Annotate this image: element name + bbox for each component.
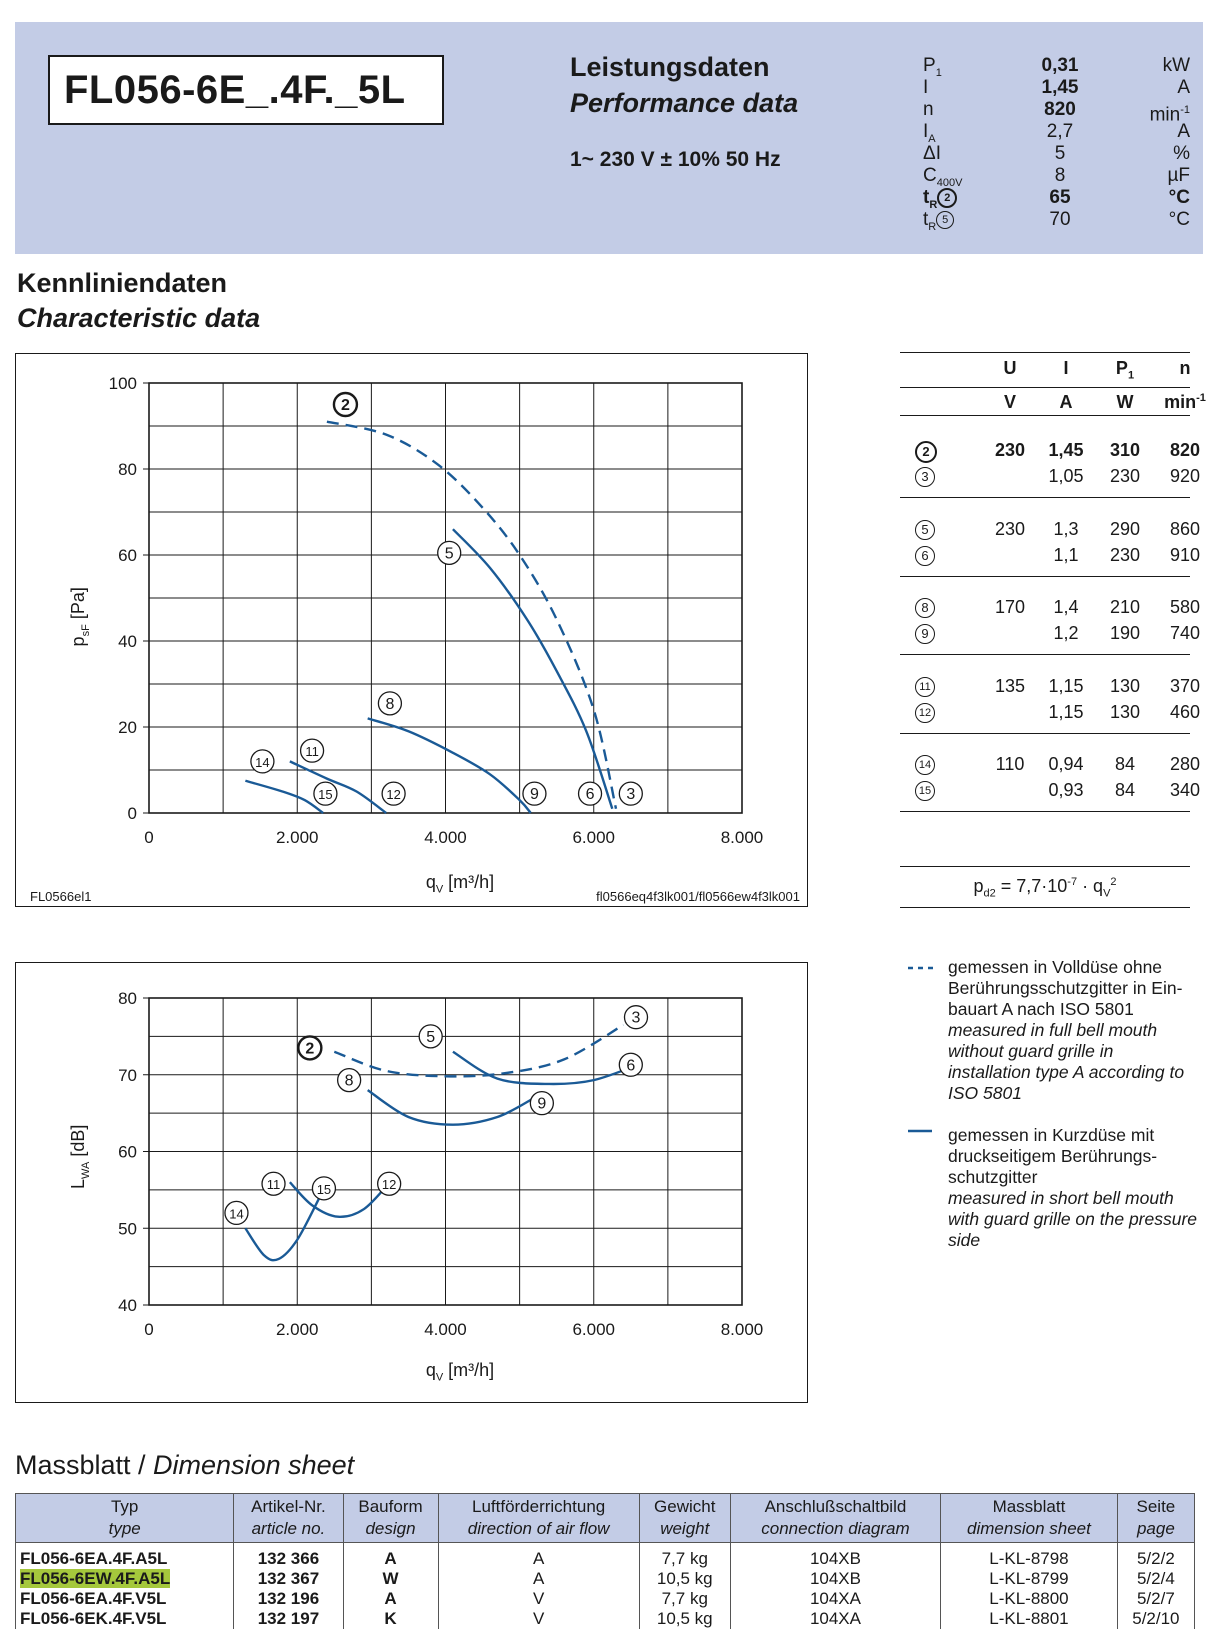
curve-label-12 xyxy=(382,782,405,805)
table-cell-P: 230 xyxy=(1109,544,1141,565)
table-cell-n: 460 xyxy=(1169,701,1201,722)
table-cell: 104XB xyxy=(730,1543,940,1570)
table-cell-n: 910 xyxy=(1169,544,1201,565)
table-cell-U: 135 xyxy=(994,675,1026,696)
curve-label-9 xyxy=(523,782,546,805)
dimension-title: Massblatt / Dimension sheet xyxy=(15,1450,355,1480)
legend-solid-swatch xyxy=(907,1125,937,1137)
column-header: Typ type xyxy=(16,1494,234,1543)
table-cell: A xyxy=(438,1543,639,1570)
formula: $p_{d2} = 7,7\cdot 10^{-7} \cdot q_V^2$ xyxy=(973,876,1117,900)
table-cell-P: 210 xyxy=(1109,597,1141,617)
curve-label-15 xyxy=(314,782,337,805)
table-cell: 132 367 xyxy=(234,1569,343,1589)
table-rule xyxy=(900,497,1190,498)
table-cell-U: 170 xyxy=(994,597,1026,617)
spec-symbol: I xyxy=(923,77,929,98)
curve-label-text: 12 xyxy=(381,1177,397,1193)
table-cell-P: 130 xyxy=(1109,675,1141,696)
column-header: Luftförderrichtung direction of air flow xyxy=(438,1494,639,1543)
table-cell: A xyxy=(343,1543,438,1570)
table-cell-I: 1,1 xyxy=(1053,544,1079,565)
table-cell: W xyxy=(343,1569,438,1589)
legend-dashed xyxy=(948,957,1198,1104)
table-cell: 10,5 kg xyxy=(639,1609,730,1629)
curve-label-3 xyxy=(625,1006,648,1029)
curve-label-2 xyxy=(298,1036,321,1059)
table-cell-I: 0,94 xyxy=(1048,754,1084,774)
column-header: Gewicht weight xyxy=(639,1494,730,1543)
legend-dashed-en: measured in full bell mouth without guard grille in installation type A according to ISO 5801 xyxy=(948,1020,1185,1103)
table-cell: 132 197 xyxy=(234,1609,343,1629)
spec-symbol: ΔI xyxy=(923,143,941,164)
table-cell: 7,7 kg xyxy=(639,1543,730,1570)
table-cell-P: 290 xyxy=(1109,518,1141,539)
table-cell-I: 1,15 xyxy=(1048,675,1084,696)
spec-value: 5 xyxy=(1054,143,1066,164)
table-cell-I: 1,45 xyxy=(1048,440,1084,460)
table-rule xyxy=(900,907,1190,908)
table-row xyxy=(16,1609,1195,1629)
table-unit: A xyxy=(1059,392,1073,412)
curve-label-11 xyxy=(301,739,324,762)
model-title: FL056-6E_.4F._5L xyxy=(48,55,444,125)
table-cell: 5/2/10 xyxy=(1117,1609,1194,1629)
x-tick-label: 8.000 xyxy=(720,1320,764,1339)
curve-number-icon: 8 xyxy=(915,598,935,618)
curve-label-6 xyxy=(579,782,602,805)
y-tick-label: 60 xyxy=(118,1142,137,1162)
curve-label-text: 12 xyxy=(386,787,401,803)
curve-label-text: 11 xyxy=(305,744,319,760)
spec-unit: $\min^{-1}$ xyxy=(1149,104,1190,126)
spec-symbol: $C_{400V}$ xyxy=(923,165,963,189)
table-rule xyxy=(900,654,1190,655)
section-title-de: Kennliniendaten xyxy=(17,268,228,298)
dimension-table xyxy=(15,1493,1195,1629)
y-tick-label: 40 xyxy=(118,632,137,651)
curve-label-text: 5 xyxy=(426,1028,436,1046)
sound-y-axis-label: $L_{WA}$ [dB] xyxy=(68,1124,92,1189)
curve-label-text: 9 xyxy=(529,786,539,804)
y-tick-label: 80 xyxy=(118,460,137,479)
spec-unit: °C xyxy=(1168,209,1190,230)
table-cell: 104XB xyxy=(730,1569,940,1589)
spec-value: 65 xyxy=(1049,187,1071,208)
perf-title-de: Leistungsdaten xyxy=(570,52,770,82)
curve-label-5 xyxy=(419,1025,442,1048)
curve-number-icon: 9 xyxy=(915,624,935,644)
table-cell: 7,7 kg xyxy=(639,1589,730,1609)
curve-label-12 xyxy=(378,1172,401,1195)
pressure-chart xyxy=(15,353,809,908)
curve-label-text: 14 xyxy=(255,754,270,770)
table-cell xyxy=(16,1569,234,1589)
table-cell-n: 920 xyxy=(1169,466,1201,486)
table-cell: FL056-6EA.4F.A5L xyxy=(16,1543,234,1570)
table-cell: FL056-6EK.4F.V5L xyxy=(16,1609,234,1629)
legend-solid-de: gemessen in Kurzdüse mit druckseitigem Berührungs-schutzgitter xyxy=(948,1125,1158,1187)
curve-label-8 xyxy=(378,692,401,715)
table-row xyxy=(16,1543,1195,1570)
table-cell-I: 1,05 xyxy=(1048,466,1084,486)
table-rule xyxy=(900,387,1190,388)
sound-chart xyxy=(15,962,809,1404)
pressure-x-axis-label: $q_V$ [m³/h] xyxy=(425,872,495,896)
curve-label-text: 5 xyxy=(444,545,454,563)
table-rule xyxy=(900,733,1190,734)
table-cell-I: 1,15 xyxy=(1048,701,1084,722)
table-header: $P_1$ xyxy=(1115,358,1135,382)
spec-symbol: n xyxy=(923,99,934,120)
curve-label-14 xyxy=(251,750,274,773)
x-tick-label: 4.000 xyxy=(424,1320,467,1339)
table-rule xyxy=(900,576,1190,577)
table-rule xyxy=(900,415,1190,416)
table-cell-P: 230 xyxy=(1109,466,1141,486)
curve-number-icon: 12 xyxy=(915,703,935,723)
curve-label-5 xyxy=(438,541,461,564)
x-tick-label: 0 xyxy=(144,1320,154,1339)
table-cell: V xyxy=(438,1589,639,1609)
table-header: U xyxy=(1003,358,1017,378)
column-header: Artikel-Nr. article no. xyxy=(234,1494,343,1543)
curve-label-3 xyxy=(619,782,642,805)
spec-value: 8 xyxy=(1054,165,1066,186)
x-tick-label: 8.000 xyxy=(720,828,764,847)
curve-label-15 xyxy=(312,1177,335,1200)
curve-label-text: 15 xyxy=(318,787,333,803)
voltage-rating: 1~ 230 V ± 10% 50 Hz xyxy=(570,148,781,171)
table-cell: 5/2/2 xyxy=(1117,1543,1194,1570)
y-tick-label: 20 xyxy=(118,718,137,737)
table-rule xyxy=(900,352,1190,353)
curve-label-text: 6 xyxy=(585,786,595,804)
curve-label-text: 3 xyxy=(631,1009,641,1027)
table-cell-P: 190 xyxy=(1109,623,1141,643)
curve-label-text: 8 xyxy=(385,695,395,713)
sound-x-axis-label: $q_V$ [m³/h] xyxy=(425,1360,495,1384)
table-cell: 132 366 xyxy=(234,1543,343,1570)
table-cell-n: 280 xyxy=(1169,754,1201,774)
curve-14 xyxy=(245,781,323,813)
table-cell: 5/2/4 xyxy=(1117,1569,1194,1589)
curve-number-icon: 15 xyxy=(915,781,935,801)
curve-11 xyxy=(290,1182,390,1217)
table-cell-U: 230 xyxy=(994,440,1026,460)
table-rule xyxy=(900,811,1190,812)
y-tick-label: 50 xyxy=(118,1219,137,1239)
curve-number-icon: 5 xyxy=(936,211,954,229)
table-cell: V xyxy=(438,1609,639,1629)
curve-label-text: 6 xyxy=(626,1057,636,1075)
table-row xyxy=(16,1569,1195,1589)
column-header: Bauform design xyxy=(343,1494,438,1543)
table-cell-n: 740 xyxy=(1169,623,1201,643)
curve-number-icon: 5 xyxy=(915,520,935,540)
y-tick-label: 100 xyxy=(108,374,137,393)
y-tick-label: 60 xyxy=(118,546,137,565)
table-cell-n: 370 xyxy=(1169,675,1201,696)
y-tick-label: 40 xyxy=(118,1296,137,1315)
table-cell: L-KL-8799 xyxy=(941,1569,1118,1589)
legend-solid xyxy=(948,1125,1198,1251)
x-tick-label: 2.000 xyxy=(275,828,319,847)
curve-number-icon: 6 xyxy=(915,546,935,566)
chart-ref-right: fl0566eq4f3lk001/fl0566ew4f3lk001 xyxy=(596,889,800,904)
x-tick-label: 0 xyxy=(144,828,154,847)
table-cell-I: 0,93 xyxy=(1048,780,1084,800)
curve-number-icon: 14 xyxy=(915,755,935,775)
y-tick-label: 70 xyxy=(118,1065,137,1085)
spec-unit: A xyxy=(1177,121,1190,142)
perf-title-en: Performance data xyxy=(570,88,799,118)
curve-label-text: 3 xyxy=(626,786,636,804)
spec-unit: % xyxy=(1173,143,1190,164)
table-cell: FL056-6EA.4F.V5L xyxy=(16,1589,234,1609)
curve-label-14 xyxy=(225,1201,248,1224)
spec-value: 70 xyxy=(1049,209,1071,230)
table-cell: 10,5 kg xyxy=(639,1569,730,1589)
column-header: Massblatt dimension sheet xyxy=(941,1494,1118,1543)
y-tick-label: 0 xyxy=(127,804,137,823)
table-unit: W xyxy=(1116,392,1134,412)
spec-value: 0,31 xyxy=(1041,55,1079,76)
table-row xyxy=(16,1589,1195,1609)
x-tick-label: 4.000 xyxy=(424,828,467,847)
table-cell: 132 196 xyxy=(234,1589,343,1609)
spec-unit: A xyxy=(1177,77,1190,98)
curve-number-icon: 11 xyxy=(915,677,935,697)
table-cell: 5/2/7 xyxy=(1117,1589,1194,1609)
table-cell-I: 1,2 xyxy=(1053,623,1079,643)
spec-symbol: $t_R2$ xyxy=(923,187,1003,216)
spec-value: 1,45 xyxy=(1041,77,1079,98)
spec-symbol: $I_A$ xyxy=(923,121,936,145)
table-header: n xyxy=(1179,358,1191,378)
table-unit: V xyxy=(1003,392,1016,412)
curve-label-8 xyxy=(338,1069,361,1092)
curve-label-text: 14 xyxy=(229,1206,244,1222)
curve-label-text: 11 xyxy=(266,1177,281,1193)
table-cell-I: 1,3 xyxy=(1053,518,1079,539)
column-header: Anschlußschaltbild connection diagram xyxy=(730,1494,940,1543)
table-cell-P: 310 xyxy=(1109,440,1141,460)
table-cell-n: 580 xyxy=(1169,597,1201,617)
section-title-en: Characteristic data xyxy=(17,303,261,333)
table-cell-n: 860 xyxy=(1169,518,1201,539)
table-unit: $\min^{-1}$ xyxy=(1164,392,1206,412)
spec-symbol: $t_R5$ xyxy=(923,209,1003,238)
table-cell: K xyxy=(343,1609,438,1629)
table-cell: L-KL-8798 xyxy=(941,1543,1118,1570)
curve-label-text: 2 xyxy=(305,1040,315,1058)
curve-label-text: 8 xyxy=(344,1072,354,1090)
legend-dashed-swatch xyxy=(907,962,937,974)
spec-value: 2,7 xyxy=(1046,121,1074,142)
column-header: Seite page xyxy=(1117,1494,1194,1543)
x-tick-label: 6.000 xyxy=(572,828,616,847)
spec-unit: µF xyxy=(1167,165,1190,186)
curve-number-icon: 2 xyxy=(937,188,957,208)
highlighted-type: FL056-6EW.4F.A5L xyxy=(20,1569,171,1588)
curve-label-text: 2 xyxy=(340,397,350,414)
table-cell-n: 340 xyxy=(1169,780,1201,800)
spec-symbol: $P_1$ xyxy=(923,55,942,79)
curve-label-11 xyxy=(262,1172,285,1195)
curve-number-icon: 3 xyxy=(915,467,935,487)
spec-unit: kW xyxy=(1162,55,1190,76)
table-cell-U: 230 xyxy=(994,518,1026,539)
table-cell-P: 84 xyxy=(1114,754,1136,774)
x-tick-label: 6.000 xyxy=(572,1320,616,1339)
table-header: I xyxy=(1063,358,1069,378)
table-rule xyxy=(900,866,1190,867)
curve-label-9 xyxy=(530,1092,553,1115)
curve-14 xyxy=(245,1198,319,1261)
curve-label-6 xyxy=(619,1053,642,1076)
table-cell: 104XA xyxy=(730,1589,940,1609)
table-cell: A xyxy=(343,1589,438,1609)
table-cell: L-KL-8801 xyxy=(941,1609,1118,1629)
pressure-y-axis-label: $p_{sF}$ [Pa] xyxy=(68,587,92,647)
legend-dashed-de: gemessen in Volldüse ohne Berührungsschutzgitter in Ein-bauart A nach ISO 5801 xyxy=(948,957,1183,1019)
table-cell: L-KL-8800 xyxy=(941,1589,1118,1609)
curve-label-2 xyxy=(334,393,357,416)
table-cell-U: 110 xyxy=(995,754,1025,774)
y-tick-label: 80 xyxy=(118,989,137,1008)
chart-ref-left: FL0566el1 xyxy=(30,889,92,904)
curve-2 xyxy=(327,422,616,809)
curve-5 xyxy=(453,1052,642,1084)
curve-label-text: 15 xyxy=(316,1181,332,1197)
curve-number-icon: 2 xyxy=(915,441,937,463)
curve-label-text: 9 xyxy=(537,1095,547,1113)
curve-8 xyxy=(368,1090,535,1125)
table-cell: 104XA xyxy=(730,1609,940,1629)
table-cell-n: 820 xyxy=(1169,440,1201,460)
x-tick-label: 2.000 xyxy=(275,1320,319,1339)
spec-unit: °C xyxy=(1168,187,1190,208)
legend-solid-en: measured in short bell mouth with guard grille on the pressure side xyxy=(948,1188,1198,1250)
table-cell-I: 1,4 xyxy=(1053,597,1079,617)
spec-value: 820 xyxy=(1044,99,1076,120)
table-cell-P: 130 xyxy=(1109,701,1141,722)
table-cell: A xyxy=(438,1569,639,1589)
table-cell-P: 84 xyxy=(1114,780,1136,800)
